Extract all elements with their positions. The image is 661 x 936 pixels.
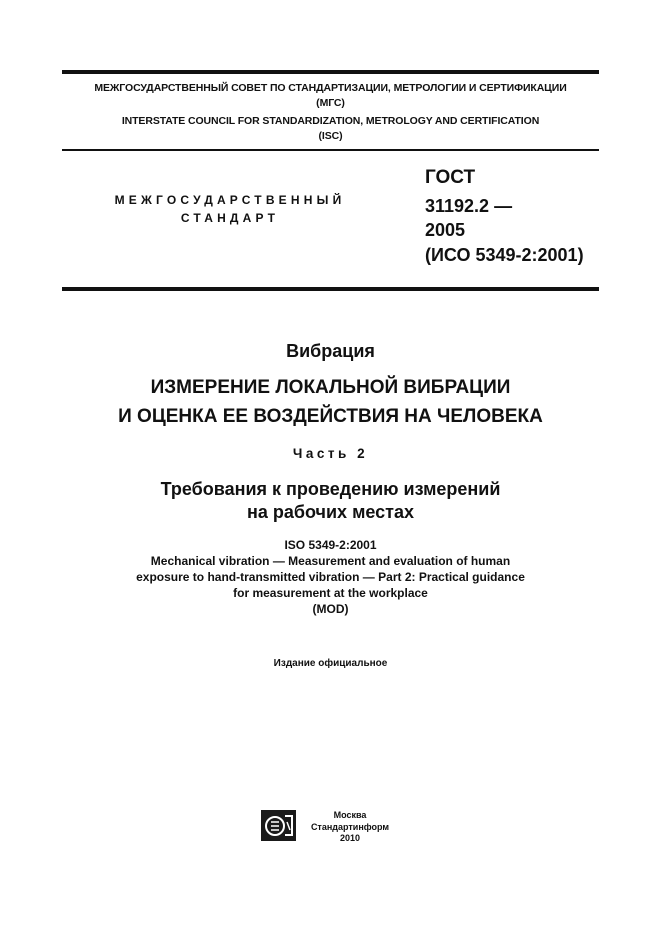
gost-year: 2005 [425,220,466,240]
standard-bottom-rule [62,287,599,291]
topic-title: Вибрация [286,341,375,361]
edition-label: Издание официальное [273,658,388,669]
publisher-name: Стандартинформ [310,821,390,832]
english-title-line3: for measurement at the workplace [233,586,428,600]
gost-label: ГОСТ [425,167,476,188]
iso-reference: (ИСО 5349-2:2001) [425,245,584,265]
mod-label: (MOD) [312,602,349,616]
subtitle-line1: Требования к проведению измерений [160,479,501,499]
council-bottom-rule [62,149,599,151]
council-ru-name: МЕЖГОСУДАРСТВЕННЫЙ СОВЕТ ПО СТАНДАРТИЗАЦИИ, МЕТРОЛОГИИ И СЕРТИФИКАЦИИ [94,82,567,94]
standard-kind-line2: СТАНДАРТ [180,211,280,225]
iso-code: ISO 5349-2:2001 [284,538,377,552]
english-title-line2: exposure to hand-transmitted vibration — Part 2: Practical guidance [136,570,525,584]
standard-kind-line1: МЕЖГОСУДАРСТВЕННЫЙ [114,193,346,207]
council-ru-abbr: (МГС) [316,97,345,109]
publisher-year: 2010 [339,833,361,843]
gost-number: 31192.2 — [425,196,513,216]
main-title-line2: И ОЦЕНКА ЕЕ ВОЗДЕЙСТВИЯ НА ЧЕЛОВЕКА [118,406,543,427]
part-number: Часть 2 [292,446,369,461]
top-rule [62,70,599,74]
publisher-city: Москва [333,810,367,820]
main-title-line1: ИЗМЕРЕНИЕ ЛОКАЛЬНОЙ ВИБРАЦИИ [150,377,511,398]
council-en-name: INTERSTATE COUNCIL FOR STANDARDIZATION, METROLOGY AND CERTIFICATION [121,115,540,127]
council-en-abbr: (ISC) [318,130,343,142]
standartinform-logo-icon [261,810,296,841]
subtitle-line2: на рабочих местах [246,502,415,522]
publisher-block [300,810,400,845]
english-title-line1: Mechanical vibration — Measurement and evaluation of human [150,554,511,568]
